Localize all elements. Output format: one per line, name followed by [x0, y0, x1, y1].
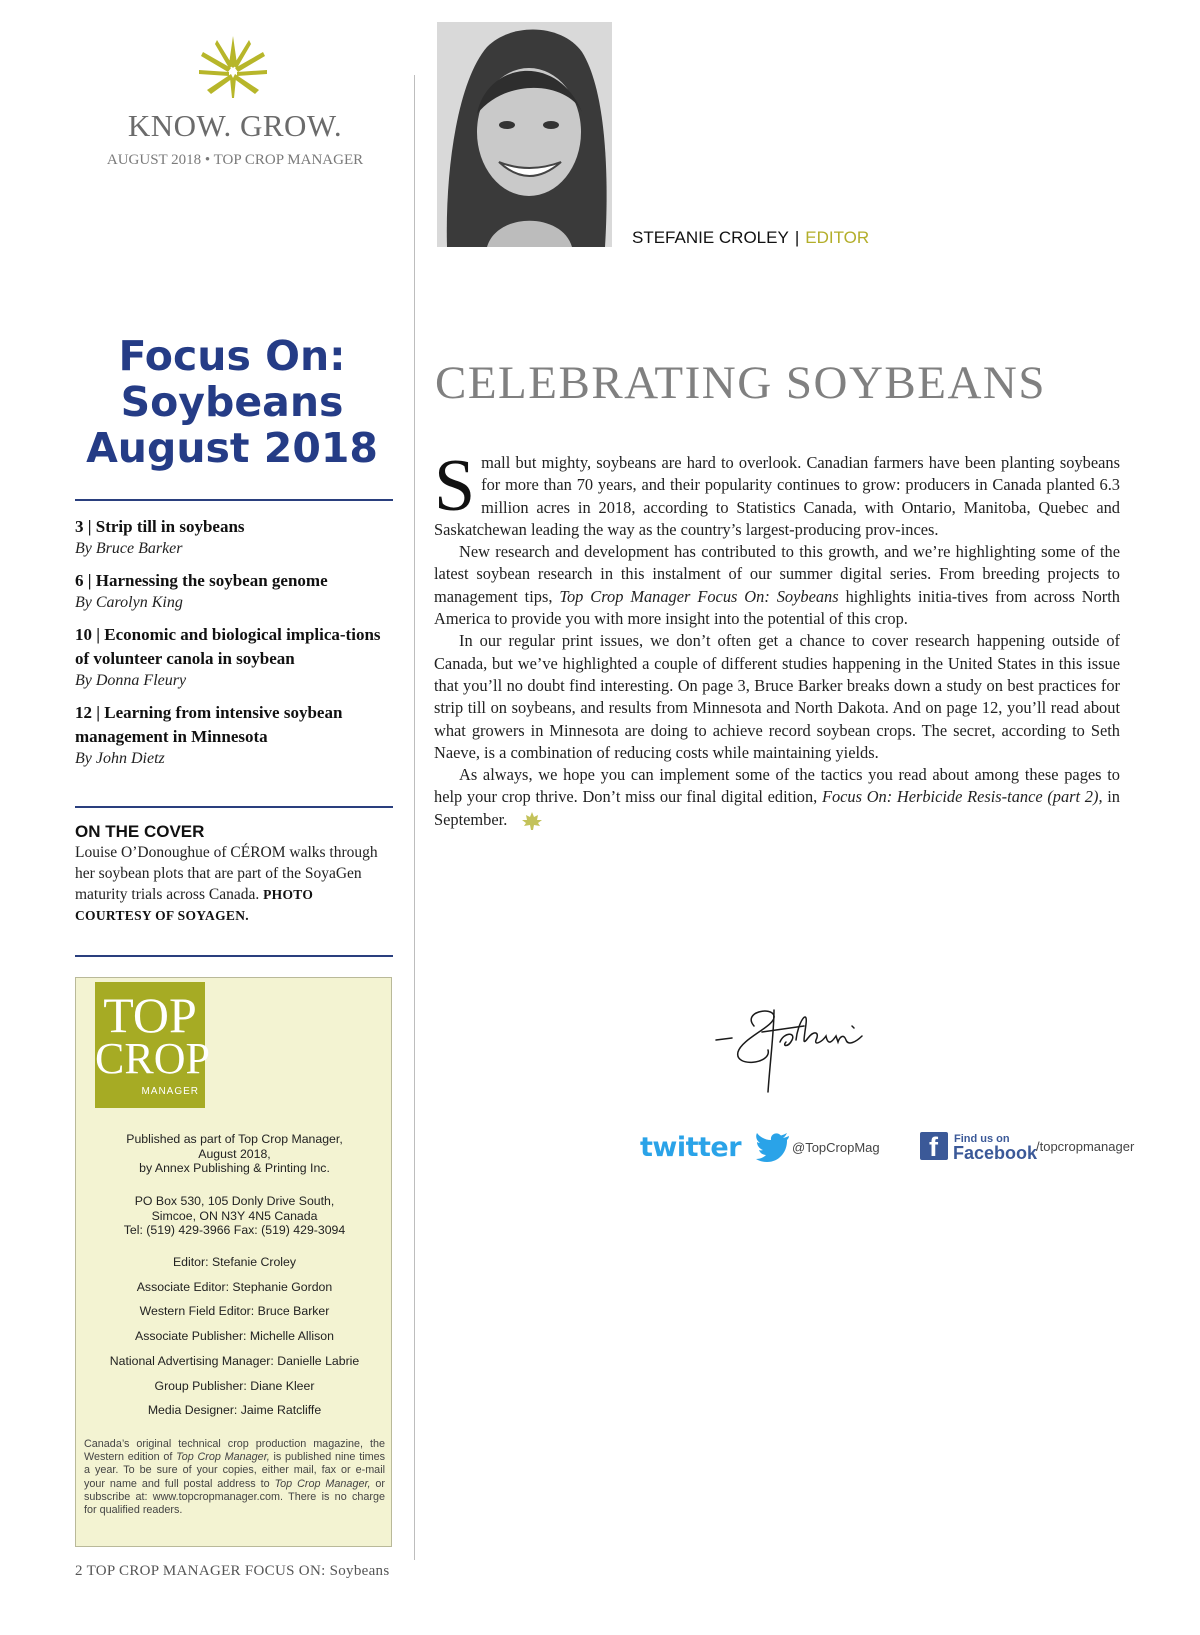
toc-item-author: By Donna Fleury — [75, 672, 187, 689]
note-text: Canada’s original technical crop production magazine, the Western edition of — [84, 1438, 385, 1464]
staff-list — [86, 1250, 383, 1423]
top-crop-manager-logo — [95, 982, 210, 1108]
editor-separator: | — [794, 228, 800, 247]
staff-line: Group Publisher: Diane Kleer — [154, 1378, 315, 1393]
staff-line: Editor: Stefanie Croley — [172, 1255, 297, 1269]
paragraph-text: New research and development has contributed to this growth, and we’re highlighting some of the latest soybean research in this instalment of our summer digital series. From breeding projects to management tips, — [434, 542, 1120, 606]
paragraph-text: As always, we hope you can implement some of the tactics you read about among these pages to help your crop thrive. Don’t miss our final digital edition, — [434, 765, 1120, 807]
twitter-wordmark[interactable]: twitter — [640, 1132, 742, 1163]
article-title: CELEBRATING SOYBEANS — [435, 357, 1047, 409]
editor-byline — [632, 228, 869, 248]
paragraph-text: mall but mighty, soybeans are hard to overlook. Canadian farmers have been planting soybeans for more than 70 years, and their popularity continues to grow: producers in Canada planted 6.3 million acres in 2018, according to Statistics Canada, with Ontario, Manitoba, Quebec and Saskatchewan leading the way as the country’s largest-producing prov-inces. — [434, 453, 1120, 539]
note-text: is published nine times a year. To be sure of your copies, either mail, fax or e-mail your name and full postal address to — [84, 1451, 385, 1490]
section-divider — [75, 806, 393, 808]
note-text: or subscribe at: www.topcropmanager.com. There is no charge for qualified readers. — [84, 1477, 385, 1517]
issue-line: AUGUST 2018 • TOP CROP MANAGER — [106, 152, 364, 168]
staff-line: Media Designer: Jaime Ratcliffe — [147, 1403, 322, 1418]
logo-word-top: TOP — [103, 987, 197, 1043]
masthead-tagline: KNOW. GROW. — [127, 108, 343, 143]
table-of-contents — [75, 515, 393, 779]
staff-line: Associate Publisher: Michelle Allison — [135, 1329, 334, 1344]
drop-cap: S — [434, 445, 476, 527]
cover-heading: ON THE COVER — [75, 822, 205, 841]
article-body — [434, 445, 1120, 831]
section-divider — [75, 955, 393, 957]
staff-line: Associate Editor: Stephanie Gordon — [136, 1279, 333, 1294]
publisher-info-box — [75, 977, 392, 1547]
toc-item[interactable] — [75, 569, 393, 613]
toc-item-title[interactable]: 6 | Harnessing the soybean genome — [75, 571, 328, 590]
address-line: Simcoe, ON N3Y 4N5 Canada — [151, 1208, 318, 1223]
facebook-wordmark[interactable]: Facebook — [953, 1143, 1038, 1163]
toc-item-author: By John Dietz — [75, 750, 165, 767]
toc-item[interactable] — [75, 623, 393, 691]
column-divider — [414, 75, 415, 1560]
publication-line: by Annex Publishing & Printing Inc. — [139, 1161, 330, 1175]
maple-leaf-icon — [521, 811, 543, 831]
address-line: Tel: (519) 429-3966 Fax: (519) 429-3094 — [123, 1223, 346, 1237]
article-paragraph — [434, 541, 1120, 630]
publisher-address — [86, 1194, 383, 1238]
cover-caption-text: Louise O’Donoughue of CÉROM walks through her soybean plots that are part of the SoyaGen maturity trials across Canada. — [75, 844, 378, 903]
publication-statement — [86, 1132, 383, 1176]
facebook-find-us[interactable]: Find us on — [954, 1133, 1010, 1145]
staff-line: National Advertising Manager: Danielle Labrie — [109, 1353, 360, 1368]
paragraph-text-italic: Top Crop Manager Focus On: Soybeans — [559, 586, 839, 606]
toc-item[interactable] — [75, 701, 393, 769]
publication-line: August 2018, — [198, 1146, 271, 1161]
toc-item-title[interactable]: 10 | Economic and biological implica-tions of volunteer canola in soybean — [75, 625, 381, 668]
section-divider — [75, 499, 393, 501]
on-the-cover — [75, 822, 393, 926]
address-line: PO Box 530, 105 Donly Drive South, — [134, 1194, 335, 1208]
maple-leaf-burst-icon — [197, 34, 269, 100]
editor-name: STEFANIE CROLEY — [632, 228, 789, 247]
facebook-handle[interactable]: /topcropmanager — [1036, 1139, 1135, 1154]
toc-item[interactable] — [75, 515, 393, 559]
logo-word-crop: CROP — [95, 1034, 210, 1083]
focus-title-line: Focus On: — [118, 332, 346, 380]
publication-line: Published as part of Top Crop Manager, — [126, 1132, 343, 1146]
toc-item-title[interactable]: 12 | Learning from intensive soybean management in Minnesota — [75, 703, 343, 746]
article-paragraph — [434, 445, 1120, 541]
cover-caption — [75, 842, 393, 926]
note-text-italic: Top Crop Manager, — [176, 1451, 270, 1464]
toc-item-author: By Carolyn King — [75, 594, 183, 611]
article-paragraph — [434, 764, 1120, 831]
editor-role: EDITOR — [805, 228, 870, 247]
focus-on-title — [72, 333, 392, 471]
staff-line: Western Field Editor: Bruce Barker — [139, 1304, 330, 1319]
focus-title-line: Soybeans — [120, 378, 344, 426]
focus-title-line: August 2018 — [86, 424, 378, 472]
paragraph-text-italic: Focus On: Herbicide Resis-tance (part 2), — [821, 787, 1103, 807]
facebook-icon[interactable]: f — [920, 1132, 948, 1160]
paragraph-text: highlights initia-tives from across North America to provide you with more insight into the potential of this crop. — [434, 586, 1120, 629]
article-paragraph: In our regular print issues, we don’t often get a chance to cover research happening outside of Canada, but we’ve highlighted a couple of different studies happening in the United States in this issue that you’ll no doubt find interesting. On page 3, Bruce Barker breaks down a study on best practices for strip till on soybeans, and results from Minnesota and North Dakota. And on page 12, you’ll read about what growers in Minnesota are doing to achieve record soybean crops. The secret, according to Seth Naeve, is a combination of reducing costs while maintaining yields. — [434, 631, 1120, 762]
logo-word-manager: MANAGER — [141, 1086, 199, 1097]
subscription-note — [84, 1438, 385, 1517]
twitter-bird-icon[interactable] — [756, 1132, 790, 1162]
page-footer: 2 TOP CROP MANAGER FOCUS ON: Soybeans — [75, 1563, 390, 1579]
editor-portrait — [437, 22, 612, 247]
toc-item-author: By Bruce Barker — [75, 540, 183, 557]
editor-signature — [712, 1002, 872, 1097]
photo-credit: PHOTO COURTESY OF SOYAGEN. — [75, 887, 314, 923]
twitter-handle[interactable]: @TopCropMag — [792, 1140, 880, 1155]
toc-item-title[interactable]: 3 | Strip till in soybeans — [75, 517, 245, 536]
paragraph-text: in September. — [434, 787, 1120, 829]
note-text-italic: Top Crop Manager, — [274, 1477, 371, 1490]
